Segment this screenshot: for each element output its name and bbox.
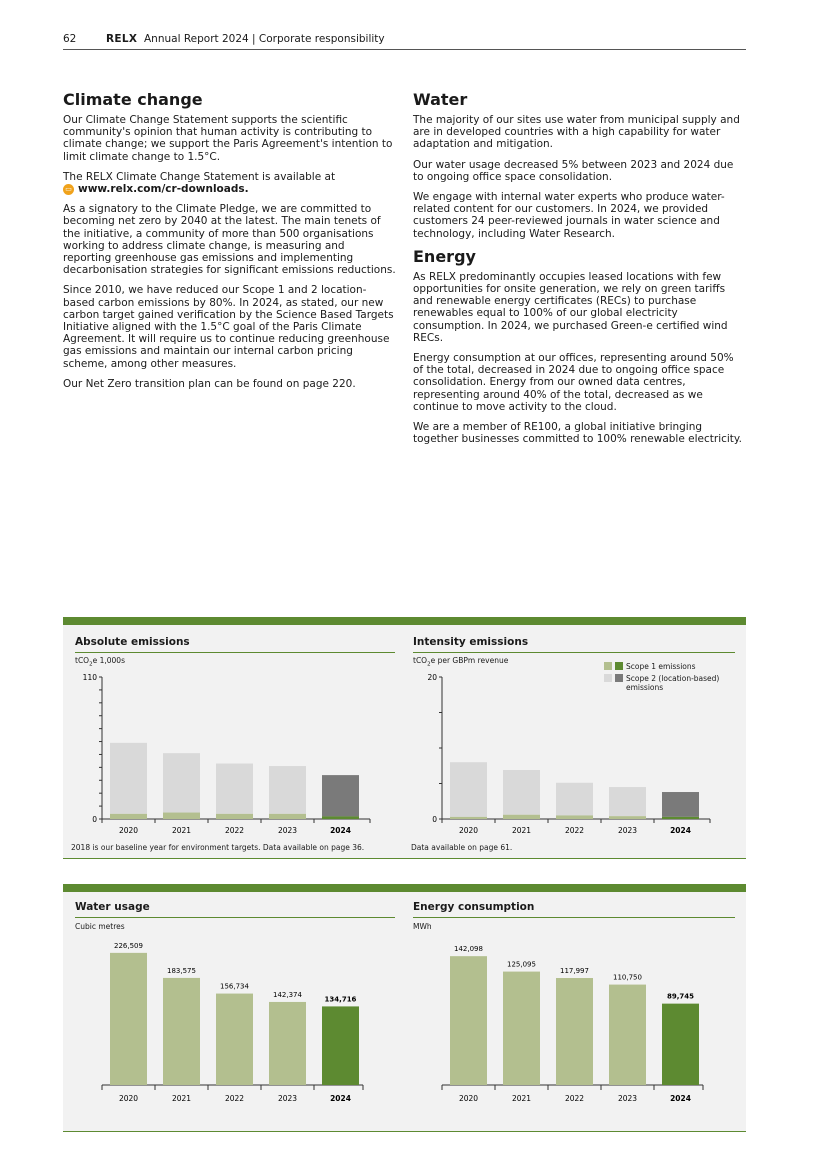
water-para-2: Our water usage decreased 5% between 2023 and 2024 due to ongoing office space consolidation. — [413, 158, 734, 183]
bar-scope1-2023 — [609, 816, 646, 819]
bar-scope1-2021 — [163, 813, 200, 819]
x-tick-label: 2023 — [617, 1094, 638, 1103]
chart-title-water: Water usage — [75, 901, 150, 913]
legend-label: Scope 1 emissions — [626, 662, 696, 671]
bar-scope1-2023 — [269, 814, 306, 819]
bar-2023 — [609, 985, 646, 1085]
bar-scope2-2020 — [110, 743, 147, 814]
y-tick-label: 0 — [92, 815, 97, 824]
bar-scope2-2022 — [216, 763, 253, 813]
title-rule — [75, 917, 395, 918]
x-tick-label: 2021 — [171, 1094, 192, 1103]
value-label-2020: 226,509 — [114, 941, 143, 950]
x-tick-label: 2023 — [277, 826, 298, 835]
water-heading: Water — [413, 90, 468, 109]
x-tick-label: 2023 — [617, 826, 638, 835]
chart-title-intensity: Intensity emissions — [413, 636, 529, 648]
bar-scope2-2021 — [163, 753, 200, 812]
header-title: Annual Report 2024 | Corporate responsibility — [144, 33, 385, 45]
bar-scope1-2022 — [216, 814, 253, 819]
x-tick-label: 2020 — [458, 1094, 479, 1103]
energy-para-2: Energy consumption at our offices, representing around 50% of the total, decreased in 2024 due to ongoing office space consolidation. Energy from our owned data centres, representing around 40% of the total, decreased as we continue to move activity to the cloud. — [413, 352, 734, 413]
value-label-2023: 142,374 — [273, 990, 302, 999]
intensity-note: Data available on page 61. — [411, 843, 513, 852]
x-tick-label: 2024 — [670, 826, 691, 835]
bar-2023 — [269, 1002, 306, 1085]
water-energy-section — [413, 91, 746, 453]
energy-heading: Energy — [413, 246, 476, 266]
bar-scope1-2020 — [110, 814, 147, 819]
bar-scope2-2023 — [269, 766, 306, 814]
bar-scope1-2024 — [662, 817, 699, 819]
bar-scope1-2022 — [556, 815, 593, 819]
chart-unit-intensity: tCO$_2$e per GBPm revenue — [413, 656, 509, 668]
x-tick-label: 2024 — [330, 826, 351, 835]
climate-para-4: Since 2010, we have reduced our Scope 1 and 2 location-based carbon emissions by 80%. In 2024, as stated, our new carbon target gained verification by the Science Based Targets Initiative aligned with the 1.5°C goal of the Paris Climate Agreement. It will require us to continue reducing greenhouse gas emissions and maintain our internal carbon pricing scheme, among other measures. — [63, 284, 394, 370]
climate-change-section — [63, 91, 396, 398]
x-tick-label: 2020 — [458, 826, 479, 835]
absolute-emissions-chart — [63, 665, 393, 840]
energy-para-1: As RELX predominantly occupies leased locations with few opportunities for onsite generation, we rely on green tariffs and renewable energy certificates (RECs) to purchase renewables equal to 100% of our global electricity consumption. In 2024, we purchased Green-e certified wind RECs. — [413, 270, 728, 344]
chart-unit-absolute: tCO$_2$e 1,000s — [75, 656, 125, 668]
absolute-note: 2018 is our baseline year for environment targets. Data available on page 36. — [71, 843, 365, 852]
x-tick-label: 2021 — [511, 1094, 532, 1103]
bar-2020 — [110, 953, 147, 1085]
x-tick-label: 2022 — [224, 1094, 245, 1103]
page-number: 62 — [63, 33, 77, 45]
bar-2022 — [556, 978, 593, 1085]
cr-downloads-link[interactable] — [63, 183, 396, 195]
bar-scope1-2021 — [503, 815, 540, 819]
title-rule — [75, 652, 395, 653]
water-para-3: We engage with internal water experts who produce water-related content for our customers. In 2024, we provided customers 24 peer-reviewed journals in water science and technology, including Water Research. — [413, 191, 725, 240]
bar-scope2-2020 — [450, 762, 487, 817]
x-tick-label: 2021 — [511, 826, 532, 835]
page-header — [63, 30, 746, 50]
climate-para-2-intro: The RELX Climate Change Statement is available at — [63, 170, 336, 183]
bar-2024 — [662, 1004, 699, 1085]
value-label-2021: 125,095 — [507, 960, 536, 969]
bar-scope1-2024 — [322, 816, 359, 819]
climate-para-1: Our Climate Change Statement supports the scientific community's opinion that human activity is contributing to climate change; we support the Paris Agreement's intention to limit climate change to 1.5°C. — [63, 114, 393, 163]
y-tick-label: 110 — [82, 673, 97, 682]
climate-para-3: As a signatory to the Climate Pledge, we are committed to becoming net zero by 2040 at the latest. The main tenets of the initiative, a community of more than 500 organisations working to address climate change, is measuring and reporting greenhouse gas emissions and implementing decarbonisation strategies for significant emissions reductions. — [63, 203, 396, 277]
chart-title-energy: Energy consumption — [413, 901, 535, 913]
climate-para-2 — [63, 171, 396, 195]
value-label-2020: 142,098 — [454, 945, 483, 954]
value-label-2022: 156,734 — [220, 982, 249, 991]
chart-unit-energy: MWh — [413, 922, 432, 931]
x-tick-label: 2020 — [118, 826, 139, 835]
bar-2024 — [322, 1006, 359, 1085]
y-tick-label: 0 — [432, 815, 437, 824]
x-tick-label: 2022 — [224, 826, 245, 835]
bar-2020 — [450, 956, 487, 1085]
intensity-emissions-chart — [403, 665, 733, 840]
energy-para-3: We are a member of RE100, a global initiative bringing together businesses committed to 100% renewable electricity. — [413, 421, 742, 446]
bar-scope2-2024 — [662, 792, 699, 817]
link-icon: ▭ — [63, 184, 74, 195]
bar-scope2-2021 — [503, 770, 540, 815]
bar-scope2-2022 — [556, 783, 593, 816]
bar-2021 — [163, 978, 200, 1085]
bar-2022 — [216, 994, 253, 1085]
climate-para-5: Our Net Zero transition plan can be found on page 220. — [63, 377, 356, 390]
chart-unit-water: Cubic metres — [75, 922, 125, 931]
title-rule — [413, 652, 735, 653]
bar-scope1-2020 — [450, 817, 487, 819]
bar-scope2-2024 — [322, 775, 359, 816]
bar-scope2-2023 — [609, 787, 646, 816]
brand-name: RELX — [106, 33, 138, 45]
chart-title-absolute: Absolute emissions — [75, 636, 190, 648]
value-label-2024: 89,745 — [666, 992, 695, 1001]
energy-consumption-chart — [403, 935, 733, 1110]
value-label-2024: 134,716 — [324, 995, 357, 1004]
y-tick-label: 20 — [427, 673, 437, 682]
x-tick-label: 2024 — [330, 1094, 351, 1103]
value-label-2022: 117,997 — [560, 967, 589, 976]
x-tick-label: 2022 — [564, 826, 585, 835]
cr-downloads-link-text[interactable]: www.relx.com/cr-downloads. — [78, 183, 249, 196]
legend-label: Scope 2 (location-based) emissions — [626, 674, 720, 692]
x-tick-label: 2020 — [118, 1094, 139, 1103]
water-usage-chart — [63, 935, 393, 1110]
value-label-2023: 110,750 — [613, 973, 642, 982]
bar-2021 — [503, 972, 540, 1085]
x-tick-label: 2021 — [171, 826, 192, 835]
x-tick-label: 2022 — [564, 1094, 585, 1103]
x-tick-label: 2024 — [670, 1094, 691, 1103]
climate-heading: Climate change — [63, 90, 203, 109]
x-tick-label: 2023 — [277, 1094, 298, 1103]
value-label-2021: 183,575 — [167, 966, 196, 975]
title-rule — [413, 917, 735, 918]
water-para-1: The majority of our sites use water from municipal supply and are in developed countries with a high capability for water adaptation and mitigation. — [413, 114, 740, 151]
